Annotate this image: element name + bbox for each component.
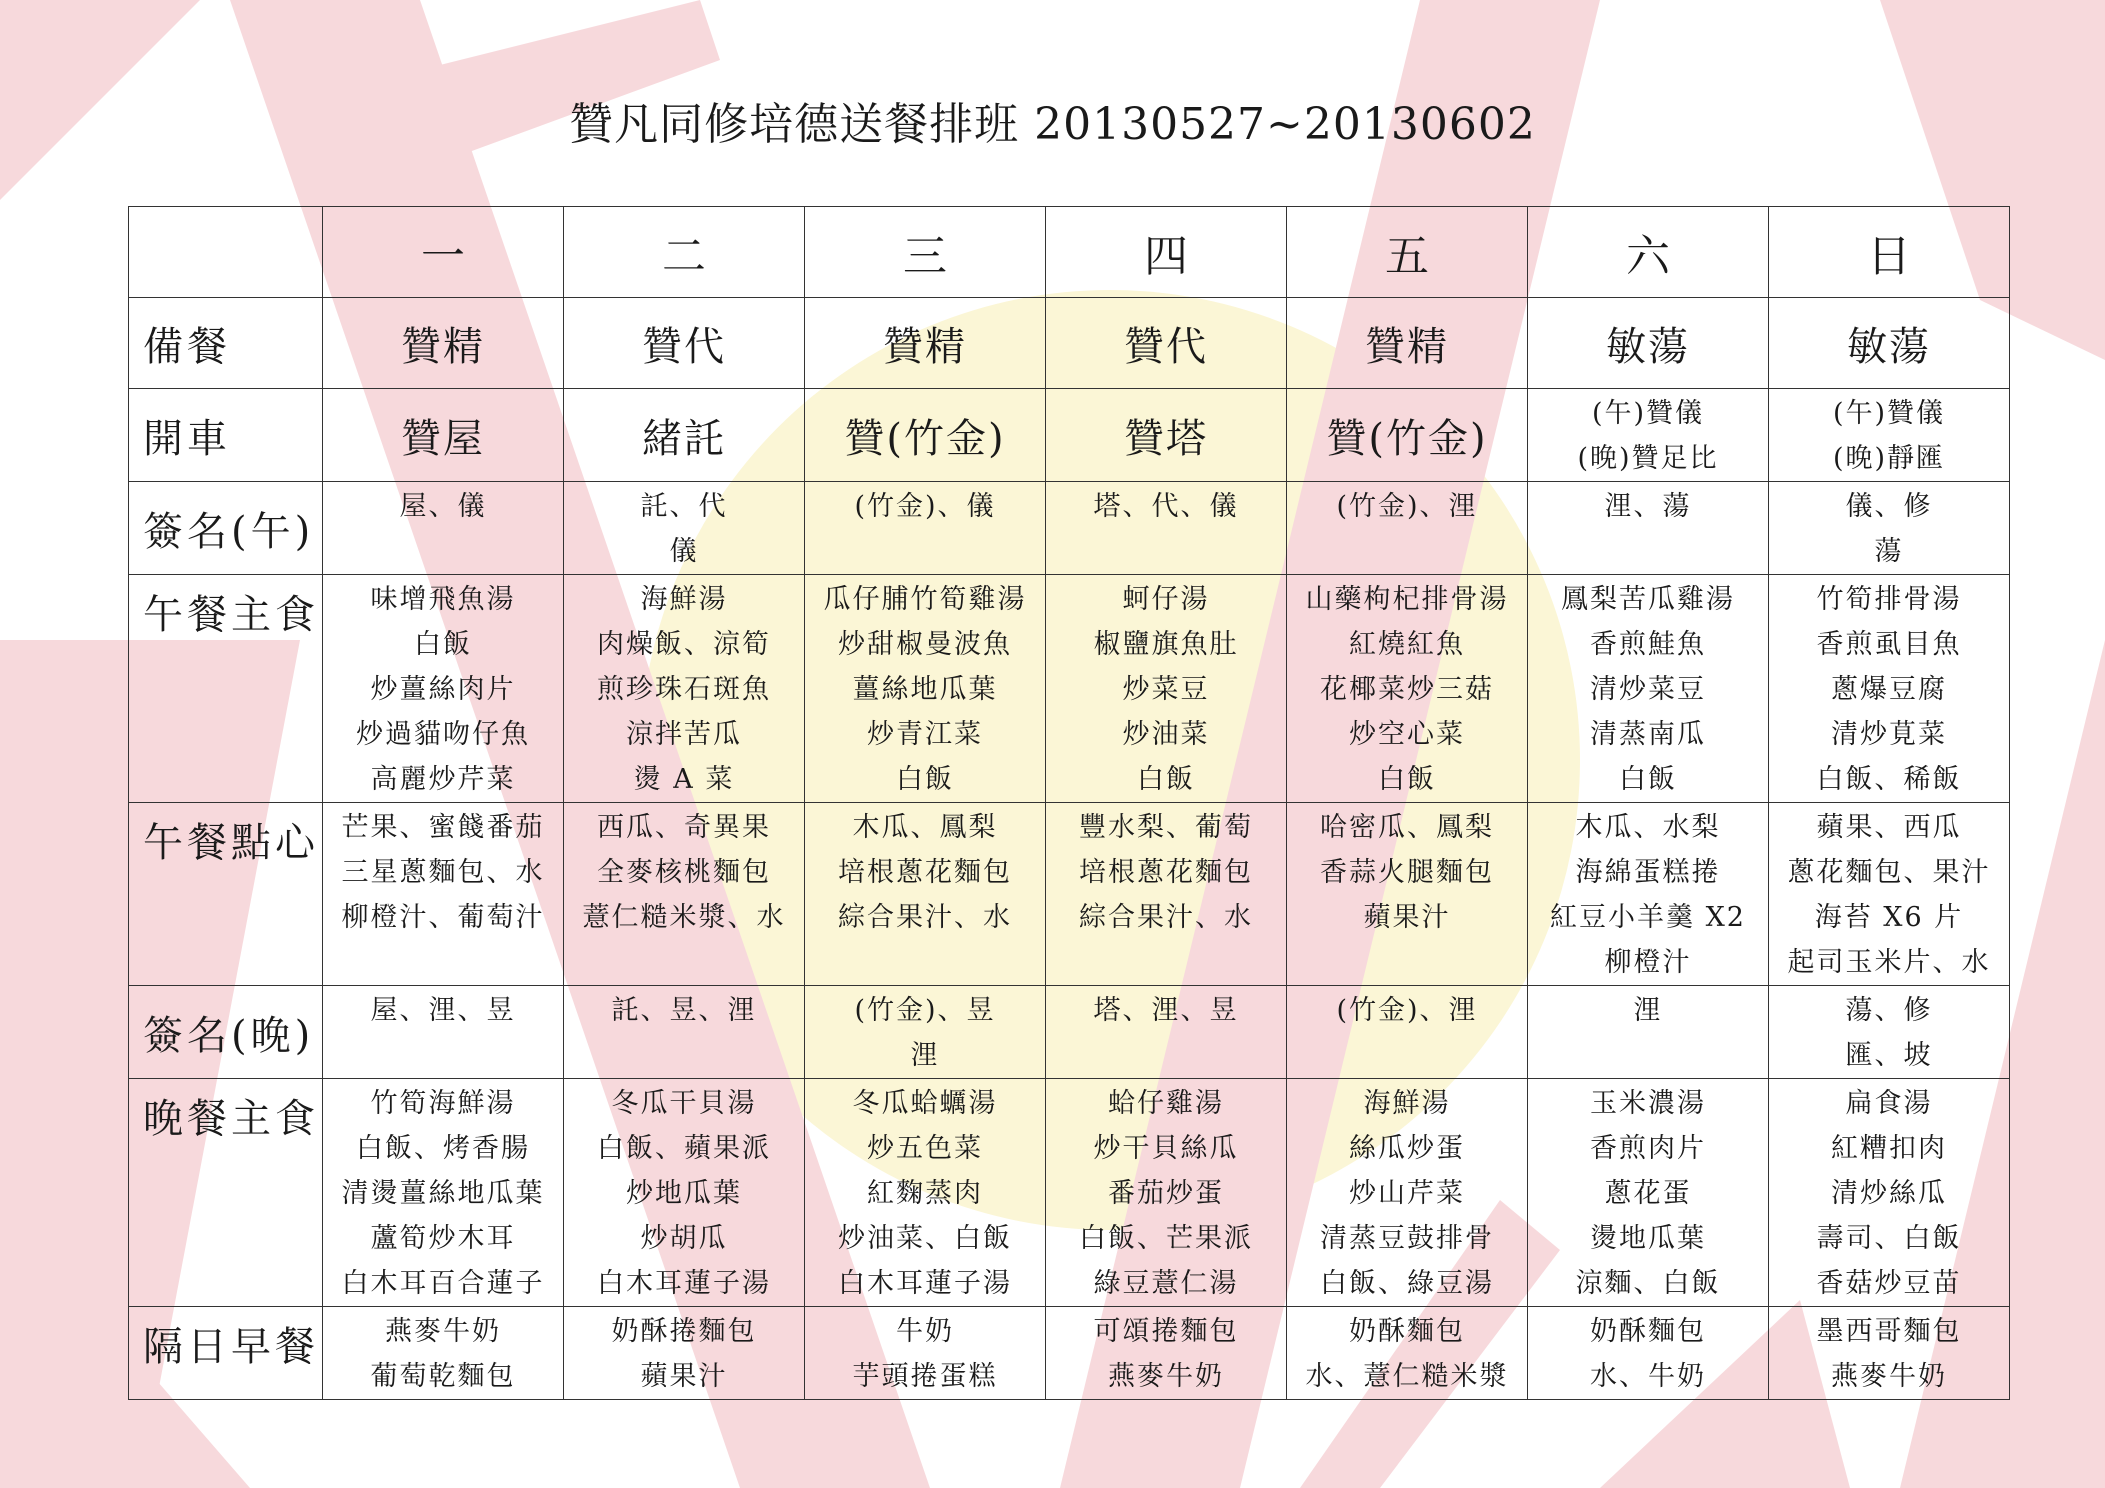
cell-line: 壽司、白飯 bbox=[1816, 1223, 1962, 1254]
cell-line: 白飯、蘋果派 bbox=[597, 1133, 771, 1164]
cell-line: 煎珍珠石斑魚 bbox=[597, 674, 771, 705]
cell-line: (竹金)、浬 bbox=[1336, 995, 1478, 1026]
row-label: 簽名(晚) bbox=[129, 986, 323, 1079]
row-label: 隔日早餐 bbox=[129, 1307, 323, 1400]
cell-line: 白飯、稀飯 bbox=[1816, 764, 1962, 795]
cell-line: 炒過貓吻仔魚 bbox=[356, 719, 530, 750]
schedule-cell bbox=[323, 986, 564, 1079]
cell-line: (晚)靜匯 bbox=[1832, 443, 1946, 474]
cell-line: 綜合果汁、水 bbox=[838, 902, 1012, 933]
schedule-cell bbox=[564, 803, 805, 986]
cell-line: 香煎肉片 bbox=[1590, 1133, 1706, 1164]
cell-line: 浬 bbox=[910, 1040, 940, 1071]
cell-line: 清蒸豆鼓排骨 bbox=[1320, 1223, 1494, 1254]
cell-line: 木瓜、水梨 bbox=[1575, 812, 1721, 843]
cell-line: 蚵仔湯 bbox=[1122, 584, 1210, 615]
schedule-cell bbox=[1046, 1307, 1287, 1400]
cell-line: 白飯、烤香腸 bbox=[356, 1133, 530, 1164]
schedule-cell bbox=[805, 1079, 1046, 1307]
schedule-cell bbox=[805, 482, 1046, 575]
cell-line: 綠豆薏仁湯 bbox=[1093, 1268, 1239, 1299]
cell-line: 蔥爆豆腐 bbox=[1831, 674, 1947, 705]
cell-line: 炒油菜 bbox=[1122, 719, 1210, 750]
cell-line: 燕麥牛奶 bbox=[385, 1316, 501, 1347]
schedule-cell bbox=[564, 389, 805, 482]
cell-line: 清炒絲瓜 bbox=[1831, 1178, 1947, 1209]
cell-line: 託、代 bbox=[640, 491, 728, 522]
day-header: 二 bbox=[564, 207, 805, 298]
schedule-cell bbox=[1046, 298, 1287, 389]
cell-line: 炒干貝絲瓜 bbox=[1093, 1133, 1239, 1164]
schedule-cell bbox=[1046, 482, 1287, 575]
schedule-cell bbox=[564, 298, 805, 389]
cell-line: 清炒莧菜 bbox=[1831, 719, 1947, 750]
cell-line: 薑絲地瓜葉 bbox=[852, 674, 998, 705]
cell-line: 紅麴蒸肉 bbox=[867, 1178, 983, 1209]
cell-line: 贊塔 bbox=[1124, 415, 1208, 462]
cell-line: 竹筍排骨湯 bbox=[1816, 584, 1962, 615]
cell-line: 白飯 bbox=[896, 764, 954, 795]
cell-line: 燕麥牛奶 bbox=[1831, 1361, 1947, 1392]
schedule-cell bbox=[323, 298, 564, 389]
schedule-cell bbox=[1287, 575, 1528, 803]
cell-line: 綜合果汁、水 bbox=[1079, 902, 1253, 933]
schedule-cell bbox=[1769, 482, 2010, 575]
cell-line: 蔥花蛋 bbox=[1604, 1178, 1692, 1209]
schedule-cell bbox=[323, 575, 564, 803]
schedule-cell bbox=[1769, 986, 2010, 1079]
schedule-row bbox=[129, 482, 2010, 575]
cell-line: 炒薑絲肉片 bbox=[370, 674, 516, 705]
cell-line: 海鮮湯 bbox=[1363, 1088, 1451, 1119]
schedule-row bbox=[129, 1079, 2010, 1307]
cell-line: 屋、儀 bbox=[399, 491, 487, 522]
cell-line: 清炒菜豆 bbox=[1590, 674, 1706, 705]
cell-line: 贊屋 bbox=[401, 415, 485, 462]
cell-line: 肉燥飯、涼筍 bbox=[597, 629, 771, 660]
day-header: 六 bbox=[1528, 207, 1769, 298]
schedule-cell bbox=[1769, 298, 2010, 389]
cell-line: 蛤仔雞湯 bbox=[1108, 1088, 1224, 1119]
cell-line: 白飯 bbox=[1137, 764, 1195, 795]
cell-line: 浬 bbox=[1633, 995, 1663, 1026]
day-header-row bbox=[129, 207, 2010, 298]
schedule-cell bbox=[1046, 1079, 1287, 1307]
schedule-cell bbox=[805, 298, 1046, 389]
schedule-cell bbox=[805, 986, 1046, 1079]
schedule-row bbox=[129, 575, 2010, 803]
row-label: 簽名(午) bbox=[129, 482, 323, 575]
cell-line: 水、薏仁糙米漿 bbox=[1305, 1361, 1509, 1392]
schedule-table bbox=[128, 206, 2010, 1400]
schedule-cell bbox=[805, 389, 1046, 482]
cell-line: 花椰菜炒三菇 bbox=[1320, 674, 1494, 705]
cell-line: 贊(竹金) bbox=[1326, 415, 1488, 462]
cell-line: 香煎鮭魚 bbox=[1590, 629, 1706, 660]
schedule-cell bbox=[1287, 1079, 1528, 1307]
cell-line: 番茄炒蛋 bbox=[1108, 1178, 1224, 1209]
cell-line: 燙 A 菜 bbox=[633, 764, 735, 795]
cell-line: 絲瓜炒蛋 bbox=[1349, 1133, 1465, 1164]
cell-line: 贊精 bbox=[1365, 323, 1449, 370]
cell-line: 海綿蛋糕捲 bbox=[1575, 857, 1721, 888]
schedule-cell bbox=[1528, 1307, 1769, 1400]
cell-line: (竹金)、昱 bbox=[854, 995, 996, 1026]
cell-line: 哈密瓜、鳳梨 bbox=[1320, 812, 1494, 843]
cell-line: 蕩、修 bbox=[1845, 995, 1933, 1026]
cell-line: 蘋果汁 bbox=[1363, 902, 1451, 933]
cell-line: 炒山芹菜 bbox=[1349, 1178, 1465, 1209]
cell-line: 起司玉米片、水 bbox=[1787, 947, 1991, 978]
schedule-cell bbox=[1528, 575, 1769, 803]
cell-line: 海鮮湯 bbox=[640, 584, 728, 615]
schedule-cell bbox=[323, 1307, 564, 1400]
schedule-row bbox=[129, 298, 2010, 389]
cell-line: 塔、浬、昱 bbox=[1093, 995, 1239, 1026]
cell-line: 炒菜豆 bbox=[1122, 674, 1210, 705]
schedule-cell bbox=[1528, 1079, 1769, 1307]
day-header: 四 bbox=[1046, 207, 1287, 298]
cell-line: 炒油菜、白飯 bbox=[838, 1223, 1012, 1254]
cell-line: 敏蕩 bbox=[1847, 323, 1931, 370]
cell-line: 蘋果汁 bbox=[640, 1361, 728, 1392]
schedule-cell bbox=[1528, 482, 1769, 575]
schedule-cell bbox=[1046, 389, 1287, 482]
cell-line: 敏蕩 bbox=[1606, 323, 1690, 370]
day-header: 一 bbox=[323, 207, 564, 298]
cell-line: 贊代 bbox=[1124, 323, 1208, 370]
cell-line: 香蒜火腿麵包 bbox=[1320, 857, 1494, 888]
cell-line: 柳橙汁 bbox=[1604, 947, 1692, 978]
cell-line: 木瓜、鳳梨 bbox=[852, 812, 998, 843]
cell-line: 涼拌苦瓜 bbox=[626, 719, 742, 750]
cell-line: 蘋果、西瓜 bbox=[1816, 812, 1962, 843]
cell-line: 浬、蕩 bbox=[1604, 491, 1692, 522]
schedule-cell bbox=[1769, 1079, 2010, 1307]
cell-line: 山藥枸杞排骨湯 bbox=[1305, 584, 1509, 615]
cell-line: 葡萄乾麵包 bbox=[370, 1361, 516, 1392]
schedule-cell bbox=[323, 803, 564, 986]
schedule-cell bbox=[805, 803, 1046, 986]
cell-line: 紅燒紅魚 bbox=[1349, 629, 1465, 660]
cell-line: 白木耳百合蓮子 bbox=[341, 1268, 545, 1299]
cell-line: 贊精 bbox=[883, 323, 967, 370]
day-header: 五 bbox=[1287, 207, 1528, 298]
schedule-cell bbox=[1287, 803, 1528, 986]
cell-line: 清燙薑絲地瓜葉 bbox=[341, 1178, 545, 1209]
cell-line: 鳳梨苦瓜雞湯 bbox=[1561, 584, 1735, 615]
cell-line: 薏仁糙米漿、水 bbox=[582, 902, 786, 933]
cell-line: 儀、修 bbox=[1845, 491, 1933, 522]
schedule-cell bbox=[1046, 803, 1287, 986]
cell-line: 白飯、芒果派 bbox=[1079, 1223, 1253, 1254]
cell-line: 炒地瓜葉 bbox=[626, 1178, 742, 1209]
cell-line: 奶酥捲麵包 bbox=[611, 1316, 757, 1347]
page-title: 贊凡同修培德送餐排班 20130527~20130602 bbox=[569, 99, 1536, 150]
schedule-cell bbox=[1287, 389, 1528, 482]
cell-line: (午)贊儀 bbox=[1591, 398, 1705, 429]
schedule-cell bbox=[1287, 482, 1528, 575]
cell-line: 白飯 bbox=[414, 629, 472, 660]
cell-line: 水、牛奶 bbox=[1590, 1361, 1706, 1392]
schedule-cell bbox=[1528, 389, 1769, 482]
cell-line: 白飯 bbox=[1619, 764, 1677, 795]
cell-line: 扁食湯 bbox=[1845, 1088, 1933, 1119]
cell-line: 紅糟扣肉 bbox=[1831, 1133, 1947, 1164]
corner-cell bbox=[129, 207, 323, 298]
cell-line: 芋頭捲蛋糕 bbox=[852, 1361, 998, 1392]
schedule-cell bbox=[564, 482, 805, 575]
schedule-cell bbox=[1528, 803, 1769, 986]
day-header: 三 bbox=[805, 207, 1046, 298]
schedule-cell bbox=[1769, 803, 2010, 986]
cell-line: 蘆筍炒木耳 bbox=[370, 1223, 516, 1254]
cell-line: 西瓜、奇異果 bbox=[597, 812, 771, 843]
row-label: 午餐主食 bbox=[129, 575, 323, 803]
schedule-cell bbox=[323, 389, 564, 482]
cell-line: 炒青江菜 bbox=[867, 719, 983, 750]
cell-line: 冬瓜蛤蠣湯 bbox=[852, 1088, 998, 1119]
cell-line: 豐水梨、葡萄 bbox=[1079, 812, 1253, 843]
schedule-cell bbox=[323, 482, 564, 575]
cell-line: 白飯、綠豆湯 bbox=[1320, 1268, 1494, 1299]
cell-line: 託、昱、浬 bbox=[611, 995, 757, 1026]
cell-line: 牛奶 bbox=[896, 1316, 954, 1347]
row-label: 開車 bbox=[129, 389, 323, 482]
cell-line: 紅豆小羊羹 X2 bbox=[1550, 902, 1746, 933]
cell-line: 炒胡瓜 bbox=[640, 1223, 728, 1254]
cell-line: 涼麵、白飯 bbox=[1575, 1268, 1721, 1299]
cell-line: 墨西哥麵包 bbox=[1816, 1316, 1962, 1347]
cell-line: 炒甜椒曼波魚 bbox=[838, 629, 1012, 660]
cell-line: 香菇炒豆苗 bbox=[1816, 1268, 1962, 1299]
schedule-cell bbox=[323, 1079, 564, 1307]
cell-line: 燙地瓜葉 bbox=[1590, 1223, 1706, 1254]
schedule-cell bbox=[564, 575, 805, 803]
cell-line: 三星蔥麵包、水 bbox=[341, 857, 545, 888]
schedule-cell bbox=[1287, 986, 1528, 1079]
cell-line: 全麥核桃麵包 bbox=[597, 857, 771, 888]
row-label: 備餐 bbox=[129, 298, 323, 389]
cell-line: 贊代 bbox=[642, 323, 726, 370]
schedule-cell bbox=[1769, 575, 2010, 803]
cell-line: 炒空心菜 bbox=[1349, 719, 1465, 750]
cell-line: 屋、浬、昱 bbox=[370, 995, 516, 1026]
cell-line: (晚)贊足比 bbox=[1577, 443, 1719, 474]
cell-line: 奶酥麵包 bbox=[1349, 1316, 1465, 1347]
cell-line: 白木耳蓮子湯 bbox=[838, 1268, 1012, 1299]
schedule-cell bbox=[564, 1079, 805, 1307]
cell-line: 芒果、蜜餞番茄 bbox=[341, 812, 545, 843]
cell-line: 培根蔥花麵包 bbox=[838, 857, 1012, 888]
cell-line: (竹金)、浬 bbox=[1336, 491, 1478, 522]
cell-line: (午)贊儀 bbox=[1832, 398, 1946, 429]
cell-line: 冬瓜干貝湯 bbox=[611, 1088, 757, 1119]
cell-line: 匯、坡 bbox=[1845, 1040, 1933, 1071]
schedule-cell bbox=[1769, 1307, 2010, 1400]
row-label: 午餐點心 bbox=[129, 803, 323, 986]
cell-line: 高麗炒芹菜 bbox=[370, 764, 516, 795]
cell-line: 玉米濃湯 bbox=[1590, 1088, 1706, 1119]
cell-line: (竹金)、儀 bbox=[854, 491, 996, 522]
day-header: 日 bbox=[1769, 207, 2010, 298]
cell-line: 海苔 X6 片 bbox=[1814, 902, 1964, 933]
schedule-row bbox=[129, 986, 2010, 1079]
cell-line: 培根蔥花麵包 bbox=[1079, 857, 1253, 888]
cell-line: 香煎虱目魚 bbox=[1816, 629, 1962, 660]
schedule-cell bbox=[1287, 298, 1528, 389]
schedule-cell bbox=[1287, 1307, 1528, 1400]
schedule-row bbox=[129, 803, 2010, 986]
cell-line: 燕麥牛奶 bbox=[1108, 1361, 1224, 1392]
cell-line: 竹筍海鮮湯 bbox=[370, 1088, 516, 1119]
row-label: 晚餐主食 bbox=[129, 1079, 323, 1307]
cell-line: 緒託 bbox=[642, 415, 726, 462]
cell-line: 椒鹽旗魚肚 bbox=[1093, 629, 1239, 660]
cell-line: 清蒸南瓜 bbox=[1590, 719, 1706, 750]
cell-line: 蔥花麵包、果汁 bbox=[1787, 857, 1991, 888]
cell-line: 蕩 bbox=[1874, 536, 1904, 567]
cell-line: 炒五色菜 bbox=[867, 1133, 983, 1164]
cell-line: 可頌捲麵包 bbox=[1093, 1316, 1239, 1347]
cell-line: 柳橙汁、葡萄汁 bbox=[341, 902, 545, 933]
schedule-cell bbox=[1528, 298, 1769, 389]
schedule-cell bbox=[1528, 986, 1769, 1079]
cell-line: 味增飛魚湯 bbox=[370, 584, 516, 615]
schedule-cell bbox=[1046, 986, 1287, 1079]
schedule-cell bbox=[805, 575, 1046, 803]
schedule-cell bbox=[564, 1307, 805, 1400]
cell-line: 塔、代、儀 bbox=[1093, 491, 1239, 522]
cell-line: 白木耳蓮子湯 bbox=[597, 1268, 771, 1299]
cell-line: 儀 bbox=[669, 536, 699, 567]
schedule-cell bbox=[564, 986, 805, 1079]
schedule-cell bbox=[1046, 575, 1287, 803]
schedule-cell bbox=[1769, 389, 2010, 482]
cell-line: 瓜仔脯竹筍雞湯 bbox=[823, 584, 1027, 615]
schedule-cell bbox=[805, 1307, 1046, 1400]
cell-line: 贊精 bbox=[401, 323, 485, 370]
schedule-row bbox=[129, 1307, 2010, 1400]
schedule-row bbox=[129, 389, 2010, 482]
cell-line: 奶酥麵包 bbox=[1590, 1316, 1706, 1347]
cell-line: 白飯 bbox=[1378, 764, 1436, 795]
cell-line: 贊(竹金) bbox=[844, 415, 1006, 462]
